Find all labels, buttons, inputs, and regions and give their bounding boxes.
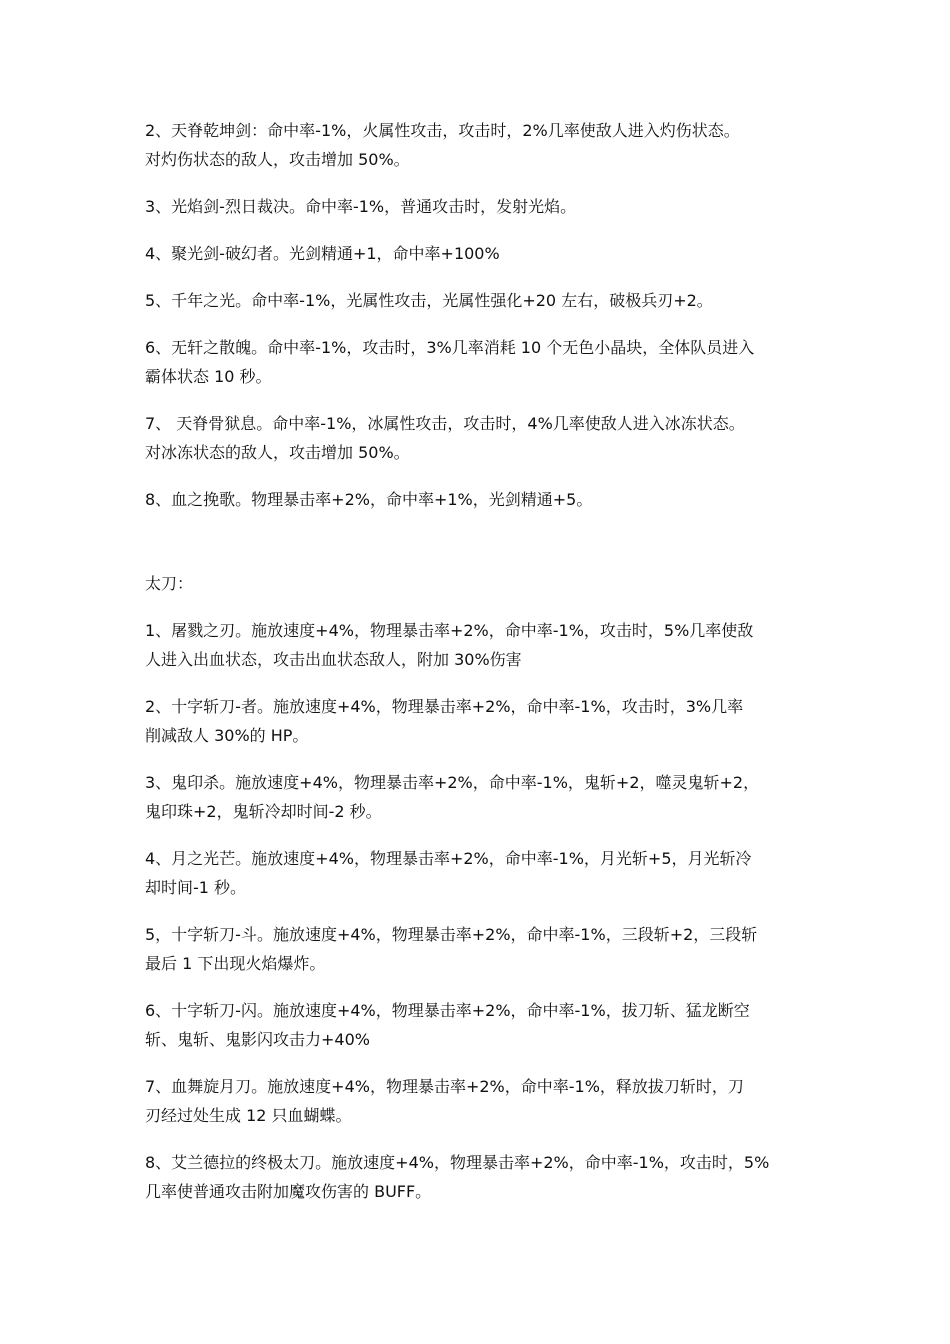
paragraph-item-4: 4、聚光剑-破幻者。光剑精通+1，命中率+100% [145, 244, 500, 263]
paragraph-katana-5: 5，十字斩刀-斗。施放速度+4%，物理暴击率+2%，命中率-1%，三段斩+2，三段斩 最后 1 下出现火焰爆炸。 [145, 925, 758, 973]
section-lightsword [145, 116, 845, 514]
paragraph-item-3: 3、光焰剑-烈日裁决。命中率-1%，普通攻击时，发射光焰。 [145, 197, 577, 216]
paragraph-katana-3: 3、鬼印杀。施放速度+4%，物理暴击率+2%，命中率-1%，鬼斩+2，噬灵鬼斩+2， 鬼印珠+2，鬼斩冷却时间-2 秒。 [145, 773, 760, 821]
paragraph-item-7: 7、 天脊骨狱息。命中率-1%，冰属性攻击，攻击时，4%几率使敌人进入冰冻状态。 对冰冻状态的敌人，攻击增加 50%。 [145, 414, 745, 462]
paragraph-katana-8: 8、艾兰德拉的终极太刀。施放速度+4%，物理暴击率+2%，命中率-1%，攻击时，5% 几率使普通攻击附加魔攻伤害的 BUFF。 [145, 1153, 770, 1201]
document-body [145, 116, 845, 1224]
paragraph-katana-7: 7、血舞旋月刀。施放速度+4%，物理暴击率+2%，命中率-1%，释放拔刀斩时，刀 刃经过处生成 12 只血蝴蝶。 [145, 1077, 744, 1125]
paragraph-katana-4: 4、月之光芒。施放速度+4%，物理暴击率+2%，命中率-1%，月光斩+5，月光斩冷 却时间-1 秒。 [145, 849, 752, 897]
paragraph-katana-6: 6、十字斩刀-闪。施放速度+4%，物理暴击率+2%，命中率-1%，拔刀斩、猛龙断空 斩、鬼斩、鬼影闪攻击力+40% [145, 1001, 750, 1049]
section-spacer [145, 532, 845, 569]
section-title: 太刀： [145, 574, 194, 593]
paragraph-item-5: 5、千年之光。命中率-1%，光属性攻击，光属性强化+20 左右，破极兵刃+2。 [145, 291, 713, 310]
section-katana [145, 569, 845, 1206]
paragraph-item-6: 6、无轩之散魄。命中率-1%，攻击时，3%几率消耗 10 个无色小晶块，全体队员进入 霸体状态 10 秒。 [145, 338, 755, 386]
paragraph-katana-2: 2、十字斩刀-者。施放速度+4%，物理暴击率+2%，命中率-1%，攻击时，3%几率 削减敌人 30%的 HP。 [145, 697, 744, 745]
paragraph-item-2: 2、天脊乾坤剑：命中率-1%，火属性攻击，攻击时，2%几率使敌人进入灼伤状态。 对灼伤状态的敌人，攻击增加 50%。 [145, 121, 740, 169]
paragraph-item-8: 8、血之挽歌。物理暴击率+2%，命中率+1%，光剑精通+5。 [145, 490, 593, 509]
paragraph-katana-1: 1、屠戮之刃。施放速度+4%，物理暴击率+2%，命中率-1%，攻击时，5%几率使敌 人进入出血状态，攻击出血状态敌人，附加 30%伤害 [145, 621, 754, 669]
